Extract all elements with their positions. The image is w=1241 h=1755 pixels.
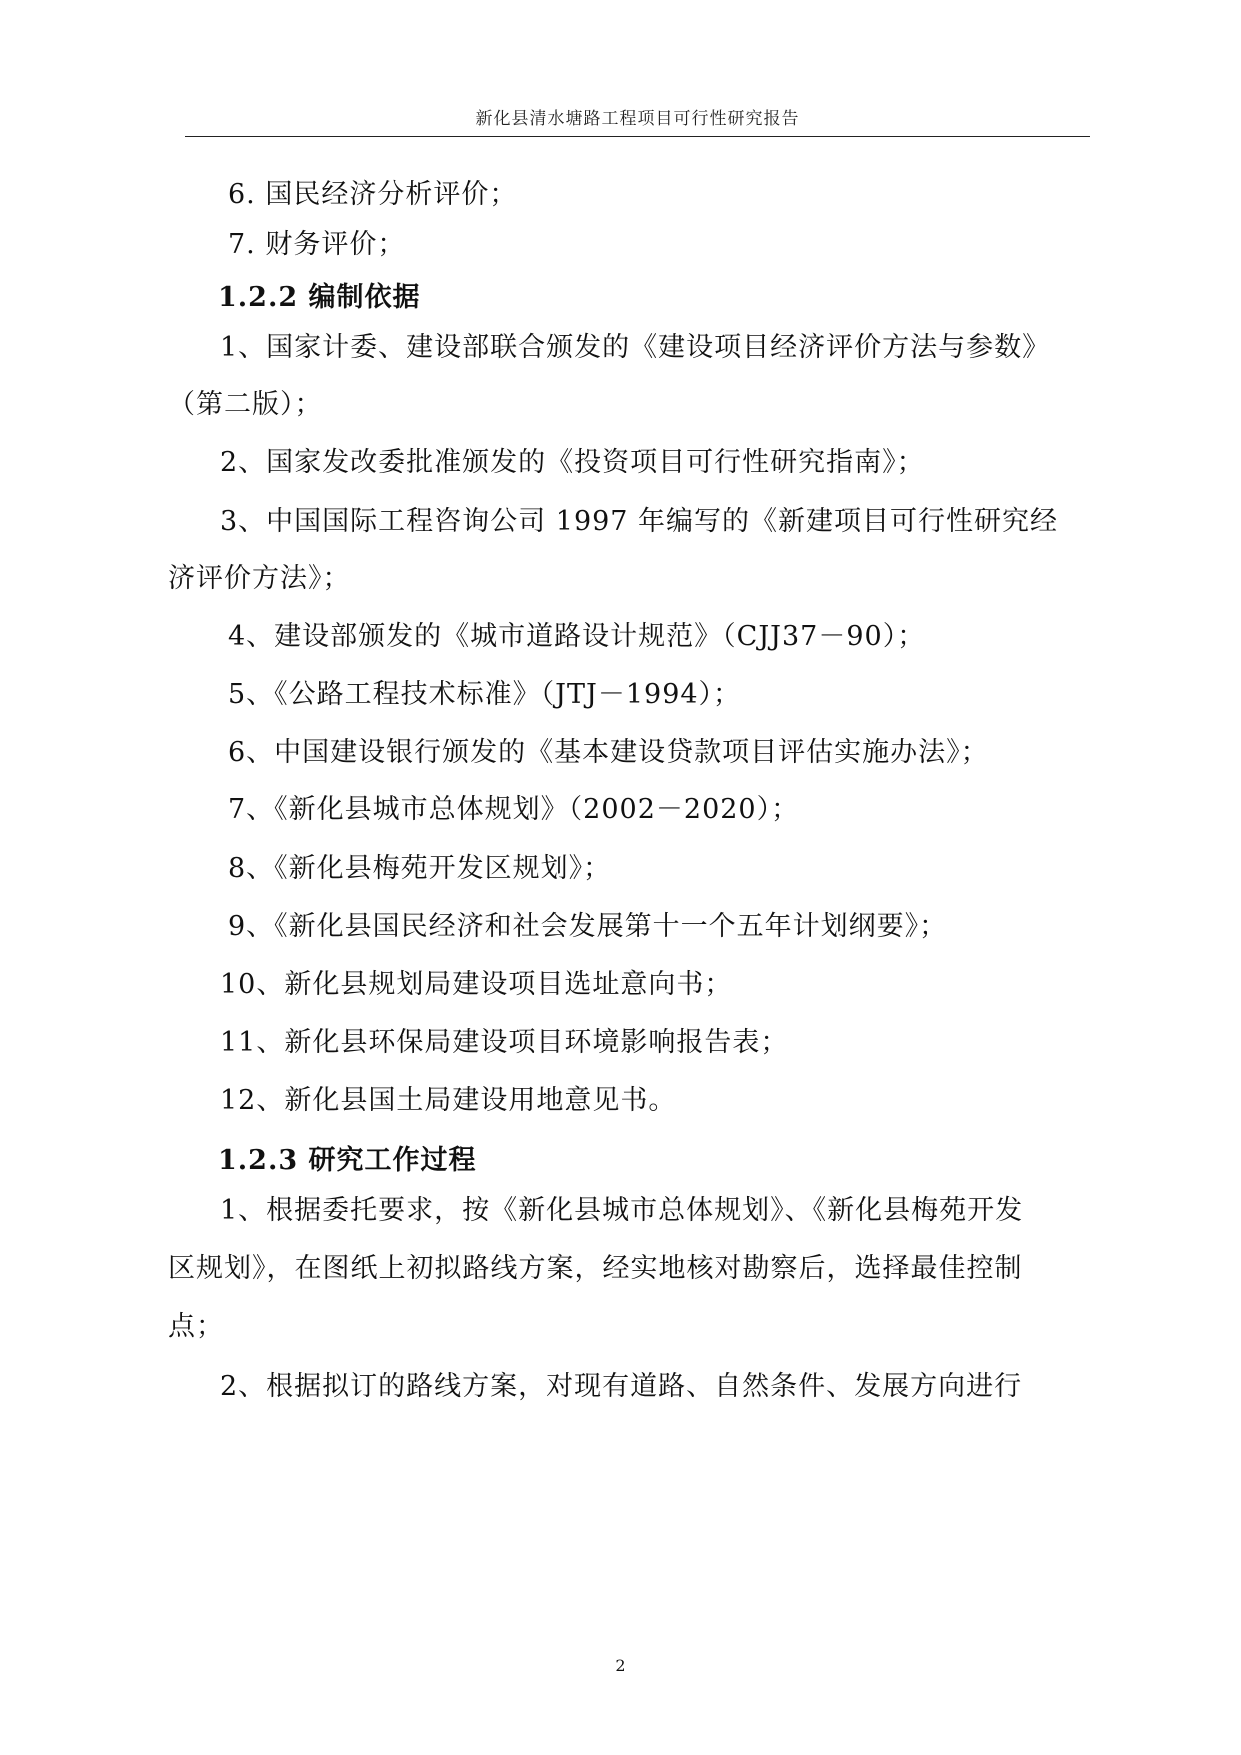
basis-item-2: 2、国家发改委批准颁发的《投资项目可行性研究指南》； [220,447,925,478]
basis-item-10: 10、新化县规划局建设项目选址意向书； [220,969,733,1000]
basis-item-11: 11、新化县环保局建设项目环境影响报告表； [220,1027,789,1058]
basis-item-5: 5、《公路工程技术标准》（JTJ－1994）； [228,679,742,710]
list-item-economic-analysis: 6. 国民经济分析评价； [228,179,518,210]
basis-item-3: 3、中国国际工程咨询公司 1997 年编写的《新建项目可行性研究经 [220,506,1059,537]
process-item-2: 2、根据拟订的路线方案，对现有道路、自然条件、发展方向进行 [220,1371,1023,1402]
process-item-1-continued: 区规划》，在图纸上初拟路线方案，经实地核对勘察后，选择最佳控制 [168,1253,1023,1284]
basis-item-7: 7、《新化县城市总体规划》（2002－2020）； [228,794,800,825]
page-header-title: 新化县清水塘路工程项目可行性研究报告 [475,109,800,129]
section-heading-1-2-2: 1.2.2 编制依据 [218,282,421,313]
basis-item-4: 4、建设部颁发的《城市道路设计规范》（CJJ37－90）； [228,621,926,652]
process-item-1: 1、根据委托要求，按《新化县城市总体规划》、《新化县梅苑开发 [220,1195,1024,1226]
list-item-financial-evaluation: 7. 财务评价； [228,229,406,260]
header-divider [185,136,1090,137]
basis-item-1: 1、国家计委、建设部联合颁发的《建设项目经济评价方法与参数》 [220,332,1051,363]
basis-item-9: 9、《新化县国民经济和社会发展第十一个五年计划纲要》； [228,911,948,942]
basis-item-6: 6、中国建设银行颁发的《基本建设贷款项目评估实施办法》； [228,737,989,768]
basis-item-1-continued: （第二版）； [168,389,323,420]
basis-item-12: 12、新化县国土局建设用地意见书。 [220,1085,677,1116]
process-item-1-continued-2: 点； [168,1311,224,1342]
page-number: 2 [615,1656,626,1675]
basis-item-8: 8、《新化县梅苑开发区规划》； [228,853,612,884]
basis-item-3-continued: 济评价方法》； [168,563,351,594]
section-heading-1-2-3: 1.2.3 研究工作过程 [218,1145,477,1176]
